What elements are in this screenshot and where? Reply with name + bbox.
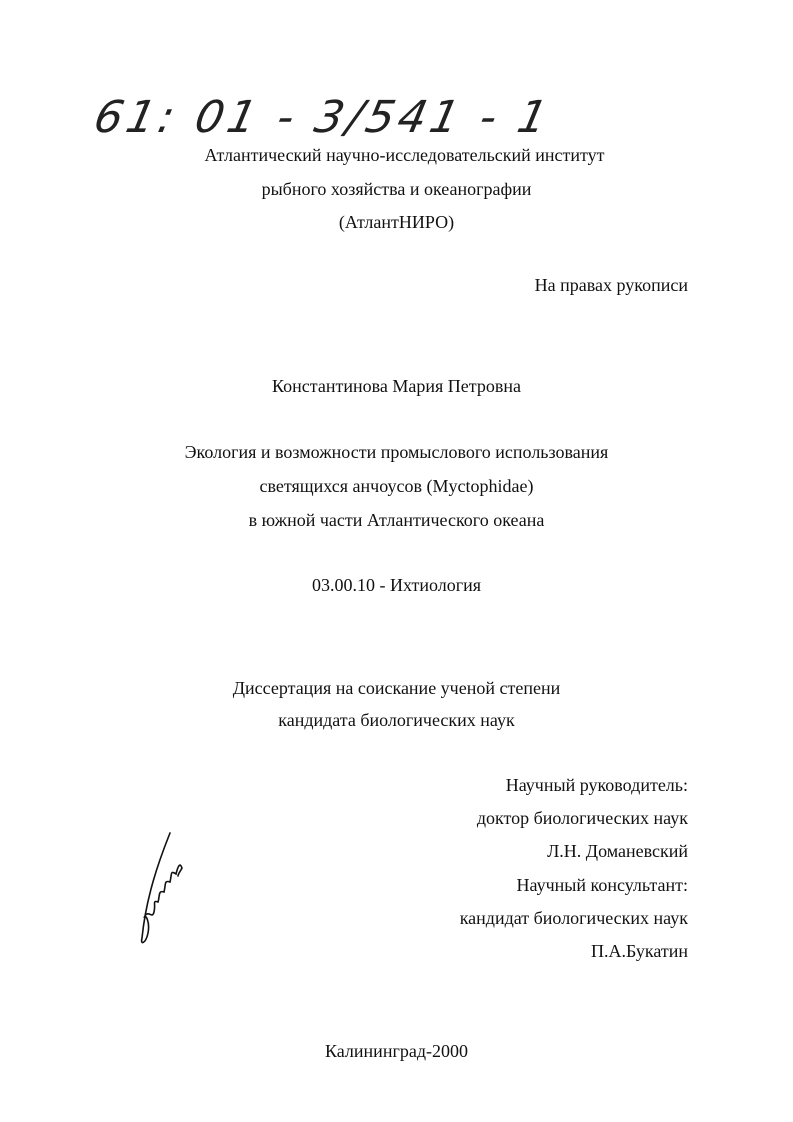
manuscript-note: На правах рукописи bbox=[534, 275, 688, 295]
title-line-2: светящихся анчоусов (Myctophidae) bbox=[259, 476, 534, 496]
title-line-3: в южной части Атлантического океана bbox=[248, 510, 545, 530]
institution-line-1: Атлантический научно-исследовательский институт bbox=[204, 145, 605, 165]
degree-line-1: Диссертация на соискание ученой степени bbox=[232, 678, 561, 698]
advisor-line: П.А.Букатин bbox=[590, 941, 688, 961]
institution-line-2: рыбного хозяйства и океанографии bbox=[261, 179, 532, 199]
handwritten-catalog-code: 61: 01 - 3/541 - 1 bbox=[89, 92, 556, 143]
advisor-line: Научный руководитель: bbox=[505, 775, 688, 795]
specialty: 03.00.10 - Ихтиология bbox=[311, 575, 482, 595]
author-name: Константинова Мария Петровна bbox=[272, 376, 521, 396]
degree-line-2: кандидата биологических наук bbox=[278, 710, 515, 730]
advisor-line: кандидат биологических наук bbox=[459, 908, 688, 928]
advisor-line: Л.Н. Доманевский bbox=[547, 841, 688, 861]
advisor-line: Научный консультант: bbox=[516, 875, 688, 895]
handwritten-signature bbox=[128, 828, 198, 948]
advisor-line: доктор биологических наук bbox=[476, 808, 688, 828]
institution-line-3: (АтлантНИРО) bbox=[338, 212, 455, 232]
place-and-year: Калининград-2000 bbox=[325, 1041, 468, 1061]
title-line-1: Экология и возможности промыслового использования bbox=[184, 442, 609, 462]
